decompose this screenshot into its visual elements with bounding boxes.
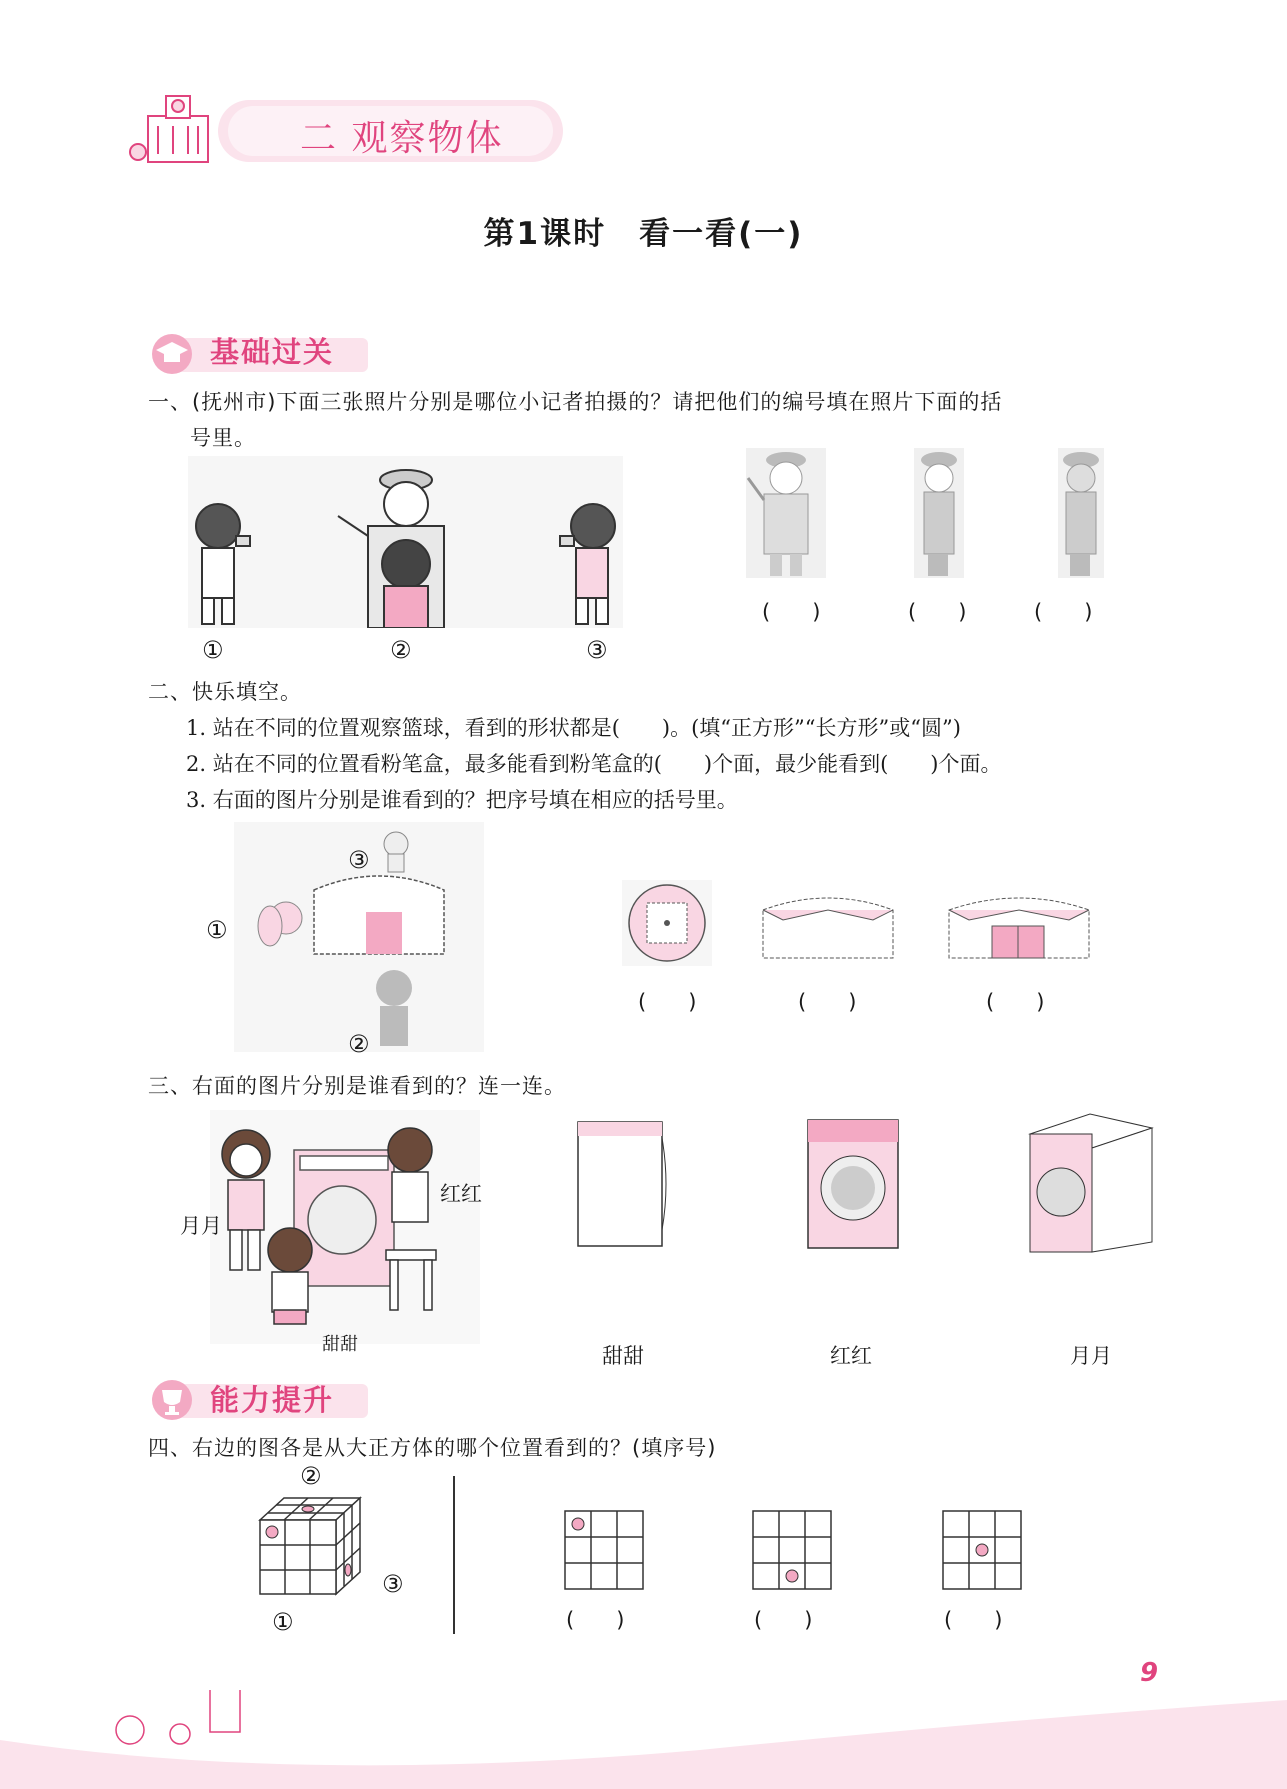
q1-text-line1: 一、(抚州市)下面三张照片分别是哪位小记者拍摄的？请把他们的编号填在照片下面的括 [148, 390, 1003, 414]
girl-top-figure [384, 832, 408, 872]
q2-item2: 2. 站在不同的位置看粉笔盒，最多能看到粉笔盒的( )个面，最少能看到( )个面。 [186, 752, 1002, 776]
q3-text: 三、右面的图片分别是谁看到的？连一连。 [148, 1074, 566, 1098]
q3-view-front [806, 1118, 900, 1250]
q4-blank-1[interactable]: ( ) [566, 1608, 625, 1632]
q2-label-2: ② [348, 1030, 370, 1058]
q4-grid-view-c [942, 1510, 1022, 1590]
chapter-title: 二 观察物体 [300, 118, 504, 159]
q2-label-3: ③ [348, 846, 370, 874]
q1-label-3: ③ [586, 636, 608, 664]
q3-washing-machine-scene [210, 1110, 480, 1344]
q4-grid-view-b [752, 1510, 832, 1590]
q2-view-back [758, 886, 898, 960]
q2-title: 二、快乐填空。 [148, 680, 302, 704]
section-title-basic: 基础过关 [210, 335, 335, 369]
lesson-title: 第1课时 看一看(一) [483, 216, 804, 252]
q4-blank-3[interactable]: ( ) [944, 1608, 1003, 1632]
q3-answer-honghong: 红红 [830, 1344, 872, 1368]
q1-blank-2[interactable]: ( ) [908, 600, 967, 624]
q2-blank-1[interactable]: ( ) [638, 990, 697, 1014]
q2-label-1: ① [206, 916, 228, 944]
q2-item1: 1. 站在不同的位置观察篮球，看到的形状都是( )。(填“正方形”“长方形”或“圆”) [186, 716, 961, 740]
q4-grid-view-a [564, 1510, 644, 1590]
q4-label-1: ① [272, 1608, 294, 1636]
q3-scene-name-honghong: 红红 [440, 1182, 482, 1206]
washing-machine [294, 1150, 394, 1286]
q1-photo-side [914, 448, 964, 578]
q2-blank-2[interactable]: ( ) [798, 990, 857, 1014]
q1-scene-illustration [188, 456, 623, 628]
trophy-icon [152, 1380, 192, 1420]
q3-answer-yueyue: 月月 [1070, 1344, 1112, 1368]
castle-icon [116, 1690, 245, 1744]
section-title-advanced: 能力提升 [210, 1383, 335, 1417]
q3-view-angled [1026, 1108, 1156, 1256]
child-bottom-figure [376, 970, 412, 1046]
q3-view-side [570, 1118, 670, 1250]
q3-scene-name-tiantian: 甜甜 [322, 1334, 358, 1355]
graduation-cap-icon [152, 334, 192, 374]
q3-answer-tiantian: 甜甜 [602, 1344, 644, 1368]
q1-photo-side-other [1058, 448, 1104, 578]
q2-item3: 3. 右面的图片分别是谁看到的？把序号填在相应的括号里。 [186, 788, 738, 812]
q4-label-3: ③ [382, 1570, 404, 1598]
q4-blank-2[interactable]: ( ) [754, 1608, 813, 1632]
q1-blank-3[interactable]: ( ) [1034, 600, 1093, 624]
q2-view-top [622, 880, 712, 966]
girl-tiantian [268, 1228, 312, 1324]
school-building-icon [130, 96, 208, 162]
q4-divider [453, 1476, 455, 1634]
q1-blank-1[interactable]: ( ) [762, 600, 821, 624]
q4-label-2: ② [300, 1462, 322, 1490]
q1-text-line2: 号里。 [190, 426, 256, 450]
q2-view-front [944, 886, 1094, 960]
q1-label-2: ② [390, 636, 412, 664]
bottom-decoration [0, 1690, 1287, 1789]
q2-blank-3[interactable]: ( ) [986, 990, 1045, 1014]
q1-label-1: ① [202, 636, 224, 664]
q3-scene-name-yueyue: 月月 [180, 1214, 222, 1238]
q4-text: 四、右边的图各是从大正方体的哪个位置看到的？(填序号) [148, 1436, 717, 1460]
q4-big-cube [256, 1494, 366, 1596]
page-number: 9 [1140, 1658, 1159, 1688]
q1-photo-front [746, 448, 826, 578]
